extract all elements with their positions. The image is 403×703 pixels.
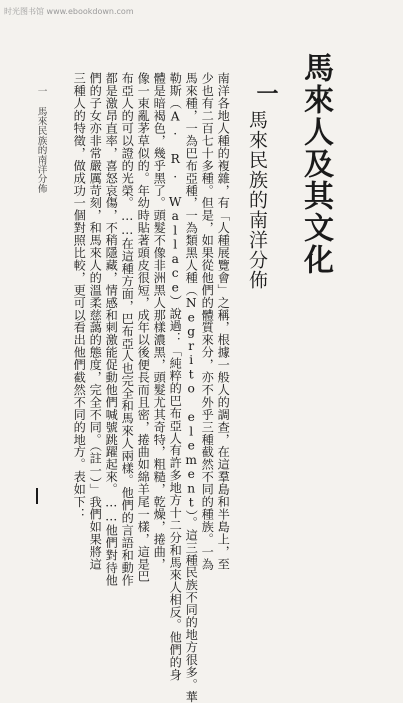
text-column: 體是暗褐色，幾乎黑了。頭髮不像非洲黑人那樣濃黑，頭髮尤其奇特，粗糙，乾燥，捲曲， <box>152 72 167 570</box>
text-column: 像一束亂茅草似的。年幼時貼著頭皮很短，成年以後便長而且密，捲曲如綿羊尾一樣，這是巴 <box>136 72 151 583</box>
section-title: 馬來民族的南洋分佈 <box>246 110 268 290</box>
text-column: 南洋各地人種的複雜，有「人種展覽會」之稱，根據一般人的調查，在這羣島和半島上，至 <box>216 72 231 570</box>
text-column: 布亞人的可以證的光榮。……在這種方面，巴布亞人也完全和馬來人兩樣。他們的言語和動作 <box>120 72 135 587</box>
page-title: 馬來人及其文化 <box>298 52 333 276</box>
page-marker <box>36 488 38 504</box>
text-column: 三種人的特徵，做成功一個對照比較，更可以看出他們截然不同的地方。表如下： <box>72 72 87 521</box>
text-column: 都是激昂直率，喜怒哀傷，不稍隱藏，情感和刺激能促動他們喊號跳躍起來。……他們對待他 <box>104 72 119 587</box>
running-header: 一 馬來民族的南洋分佈 <box>35 86 47 193</box>
text-column: 少也有二百七十多種。但是，如果從他們的體質來分，亦不外乎三種截然不同的種族。一為 <box>200 72 215 570</box>
section-number: 一 <box>253 82 279 104</box>
text-column: 勒斯（A. R. Wallace）說過：「純粹的巴布亞人有許多地方十二分和馬來人相反。他們的身 <box>168 72 183 681</box>
text-column: 馬來種，一為巴布亞種，一為類黑人種（Negrito element）。這三種民族不同的地方很多。華 <box>184 72 199 703</box>
watermark: 时光图书馆 www.ebookdown.com <box>4 7 134 16</box>
text-column: 們的子女亦非常嚴厲苛刻，和馬來人的溫柔慈藹的態度，完全不同。（註一）」我們如果將這 <box>88 72 103 571</box>
